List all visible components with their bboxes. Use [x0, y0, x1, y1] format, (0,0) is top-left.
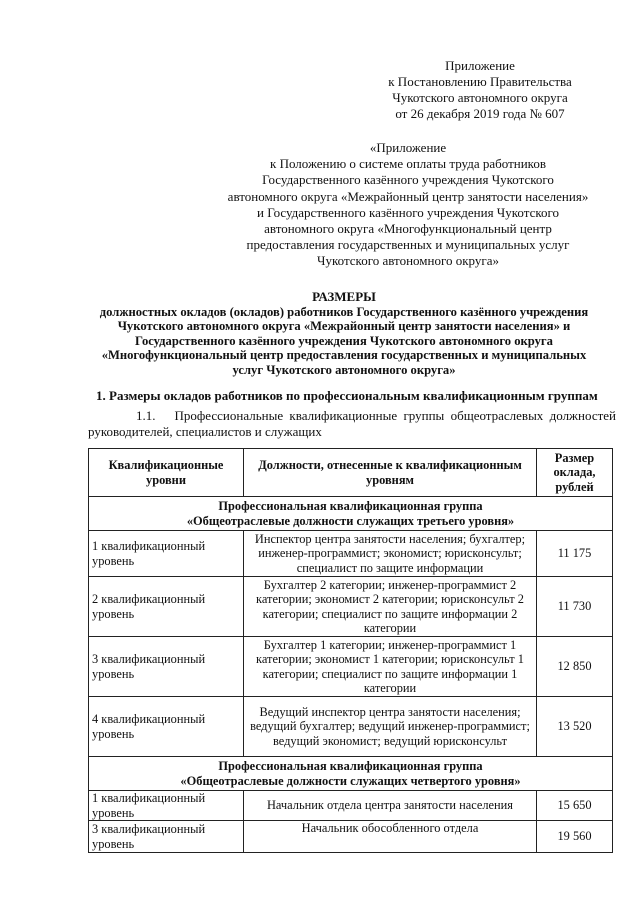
positions-cell: Начальник обособленного отдела [244, 821, 537, 853]
paragraph-1-1 [88, 408, 616, 440]
appendix-regulation-line: Чукотского автономного округа» [317, 253, 499, 269]
table-row [89, 821, 613, 853]
title-line: должностных окладов (окладов) работников Государственного казённого учреждения [99, 304, 589, 319]
header-levels: Квалификационные уровни [89, 449, 244, 497]
group-title-line: «Общеотраслевые должности служащих четвертого уровня» [180, 773, 521, 788]
level-cell: 3 квалификационный уровень [89, 821, 244, 853]
appendix-regulation-line: к Положению о системе оплаты труда работников [270, 156, 546, 172]
level-cell: 2 квалификационный уровень [89, 577, 244, 637]
salary-cell: 12 850 [537, 637, 613, 697]
level-cell: 4 квалификационный уровень [89, 697, 244, 757]
salary-cell: 15 650 [537, 791, 613, 821]
title-line: Государственного казённого учреждения Чукотского автономного округа [135, 333, 553, 348]
title-heading: РАЗМЕРЫ [312, 289, 376, 304]
appendix-regulation-line: «Приложение [369, 140, 447, 155]
level-cell: 1 квалификационный уровень [89, 531, 244, 577]
salary-cell: 11 175 [537, 531, 613, 577]
appendix-line: Чукотского автономного округа [392, 90, 568, 105]
appendix-regulation-line: автономного округа «Многофункциональный центр [264, 221, 552, 237]
section-heading: 1. Размеры окладов работников по профессиональным квалификационным группам [96, 388, 598, 403]
table-row [89, 637, 613, 697]
positions-cell: Бухгалтер 1 категории; инженер-программист 1 категории; экономист 1 категории; юрисконсульт 1 категории; специалист по защите информации 1 категории [244, 637, 537, 697]
appendix-block [360, 58, 600, 122]
appendix-line: к Постановлению Правительства [388, 74, 572, 89]
table-row [89, 791, 613, 821]
paragraph-number: 1.1. [136, 408, 156, 423]
group-title-line: «Общеотраслевые должности служащих третьего уровня» [186, 513, 515, 528]
table-row [89, 697, 613, 757]
salary-cell: 13 520 [537, 697, 613, 757]
group-title-line: Профессиональная квалификационная группа [218, 759, 483, 774]
positions-cell: Бухгалтер 2 категории; инженер-программист 2 категории; экономист 2 категории; юрисконсульт 2 категории; специалист по защите информации 2 категории [244, 577, 537, 637]
group-title-line: Профессиональная квалификационная группа [218, 499, 483, 514]
positions-cell: Инспектор центра занятости населения; бухгалтер; инженер-программист; экономист; юрисконсульт; специалист по защите информации [244, 531, 537, 577]
appendix-line: Приложение [445, 58, 515, 73]
positions-cell: Начальник отдела центра занятости населения [244, 791, 537, 821]
positions-cell: Ведущий инспектор центра занятости населения; ведущий бухгалтер; ведущий инженер-программист; ведущий экономист; ведущий юрисконсульт [244, 697, 537, 757]
appendix-line: от 26 декабря 2019 года № 607 [395, 106, 565, 121]
level-cell: 3 квалификационный уровень [89, 637, 244, 697]
table-header-row [89, 449, 613, 497]
appendix-regulation-block [220, 140, 596, 270]
group-title [89, 497, 613, 531]
header-salary: Размер оклада, рублей [537, 449, 613, 497]
group-title [89, 757, 613, 791]
appendix-regulation-line: Государственного казённого учреждения Чукотского [262, 172, 554, 188]
salary-cell: 11 730 [537, 577, 613, 637]
header-positions: Должности, отнесенные к квалификационным уровням [244, 449, 537, 497]
appendix-regulation-line: автономного округа «Межрайонный центр занятости населения» [227, 188, 589, 204]
group-row [89, 757, 613, 791]
table-row [89, 577, 613, 637]
appendix-regulation-line: предоставления государственных и муниципальных услуг [246, 237, 570, 253]
salary-table [88, 448, 613, 853]
title-line: «Многофункциональный центр предоставления государственных и муниципальных [101, 348, 587, 363]
appendix-regulation-line: и Государственного казённого учреждения Чукотского [256, 204, 559, 220]
salary-cell: 19 560 [537, 821, 613, 853]
title-line: Чукотского автономного округа «Межрайонный центр занятости населения» и [117, 319, 571, 334]
document-title [80, 290, 608, 378]
table-row [89, 531, 613, 577]
group-row [89, 497, 613, 531]
level-cell: 1 квалификационный уровень [89, 791, 244, 821]
paragraph-text: Профессиональные квалификационные группы общеотраслевых должностей руководителей, специалистов и служащих [88, 408, 617, 439]
title-line: услуг Чукотского автономного округа» [232, 362, 456, 377]
